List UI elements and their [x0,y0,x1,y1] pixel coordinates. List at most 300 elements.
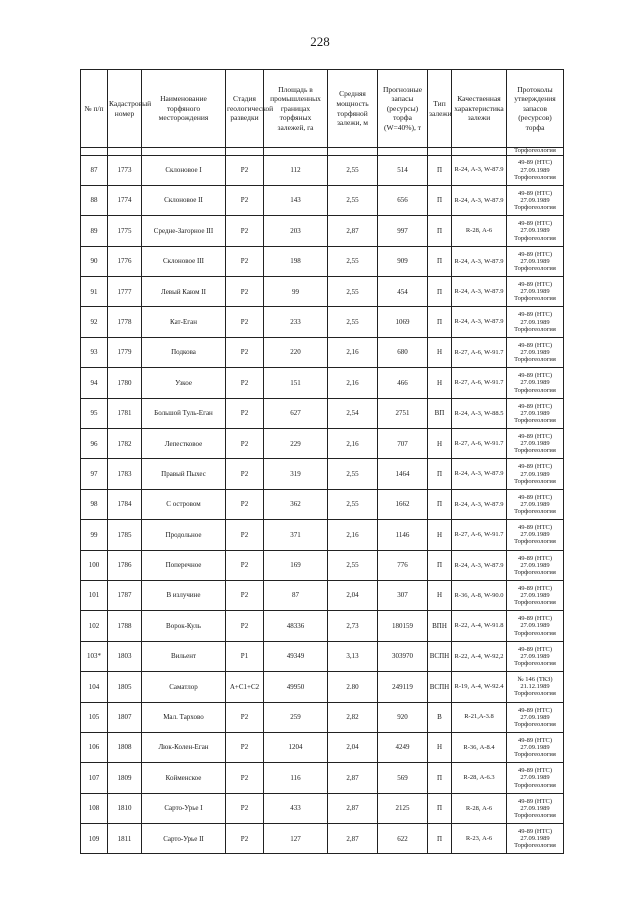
depth-cell: 2,87 [328,216,378,246]
exploration-stage-cell: Р2 [226,337,264,367]
quality-cell: R-27, А-6, W-91.7 [452,368,507,398]
header-num: № п/п [81,70,108,148]
deposit-type-cell: П [428,155,452,185]
exploration-stage-cell: Р2 [226,459,264,489]
table-row [81,216,564,246]
protocol-line: 49-89 (НТС) [517,189,553,197]
quality-cell: R-24, А-3, W-87.9 [452,489,507,519]
protocol-line: 49-89 (НТС) [517,159,553,167]
area-cell: 143 [264,185,328,215]
depth-cell: 2,82 [328,702,378,732]
protocol-cell [507,307,564,337]
protocol-line: 27.09.1989 [520,197,550,205]
deposit-name-cell: Правый Пыхес [142,459,226,489]
deposit-name-cell: Мал. Тархово [142,702,226,732]
protocol-line: 27.09.1989 [520,470,550,478]
peat-deposits-table [80,69,564,854]
protocol-line: Торфогеология [514,781,556,789]
area-cell: 371 [264,520,328,550]
depth-cell: 2,87 [328,824,378,854]
row-number-cell: 104 [81,672,108,702]
protocol-line: 27.09.1989 [520,561,550,569]
protocol-cell [507,368,564,398]
protocol-line: Торфогеология [514,477,556,485]
table-body [81,155,564,854]
quality-cell: R-24, А-3, W-87.9 [452,550,507,580]
cadastral-number-cell: 1810 [108,793,142,823]
protocol-cell [507,520,564,550]
exploration-stage-cell: Р2 [226,702,264,732]
row-number-cell: 87 [81,155,108,185]
quality-cell: R-19, А-4, W-92.4 [452,672,507,702]
deposit-type-cell: Н [428,520,452,550]
protocol-line: 49-89 (НТС) [517,797,553,805]
quality-cell: R-27, А-6, W-91.7 [452,337,507,367]
protocol-cell [507,824,564,854]
deposit-type-cell: Н [428,337,452,367]
header-quality: Качественная характеристика залежи [452,70,507,148]
cadastral-number-cell: 1808 [108,732,142,762]
protocol-line: 49-89 (НТС) [517,645,553,653]
deposit-type-cell: П [428,489,452,519]
deposit-type-cell: Н [428,732,452,762]
area-cell: 362 [264,489,328,519]
table-row [81,824,564,854]
protocol-cell [507,459,564,489]
table-row [81,459,564,489]
deposit-name-cell: Лепестковое [142,429,226,459]
reserves-cell: 656 [378,185,428,215]
exploration-stage-cell: Р2 [226,429,264,459]
reserves-cell: 776 [378,550,428,580]
area-cell: 49349 [264,641,328,671]
area-cell: 49950 [264,672,328,702]
row-number-cell: 88 [81,185,108,215]
protocol-line: 49-89 (НТС) [517,736,553,744]
depth-cell: 2,55 [328,307,378,337]
protocol-line: 27.09.1989 [520,348,550,356]
table-row [81,368,564,398]
row-number-cell: 90 [81,246,108,276]
protocol-line: 49-89 (НТС) [517,220,553,228]
protocol-line: Торфогеология [514,173,556,181]
cadastral-number-cell: 1782 [108,429,142,459]
deposit-name-cell: В излучине [142,580,226,610]
protocol-line: 49-89 (НТС) [517,281,553,289]
deposit-name-cell: Поперечное [142,550,226,580]
exploration-stage-cell: Р2 [226,489,264,519]
protocol-cell [507,489,564,519]
cadastral-number-cell: 1776 [108,246,142,276]
protocol-cell [507,216,564,246]
table-row [81,702,564,732]
table-row [81,429,564,459]
protocol-cell [507,763,564,793]
protocol-line: Торфогеология [514,295,556,303]
quality-cell: R-36, А-8.4 [452,732,507,762]
carryover-text: Торфогеология [507,148,564,156]
protocol-line: 49-89 (НТС) [517,524,553,532]
exploration-stage-cell: Р2 [226,824,264,854]
protocol-line: Торфогеология [514,508,556,516]
protocol-line: 27.09.1989 [520,288,550,296]
protocol-cell [507,672,564,702]
protocol-cell [507,277,564,307]
table-row [81,489,564,519]
table-row [81,763,564,793]
protocol-line: Торфогеология [514,386,556,394]
header-stage: Стадия геологической разведки [226,70,264,148]
depth-cell: 2.80 [328,672,378,702]
row-number-cell: 98 [81,489,108,519]
depth-cell: 2,55 [328,155,378,185]
row-number-cell: 99 [81,520,108,550]
cadastral-number-cell: 1811 [108,824,142,854]
reserves-cell: 303970 [378,641,428,671]
protocol-cell [507,641,564,671]
header-protocols: Протоколы утверждения запасов (ресурсов) торфа [507,70,564,148]
row-number-cell: 102 [81,611,108,641]
reserves-cell: 997 [378,216,428,246]
protocol-line: 27.09.1989 [520,379,550,387]
protocol-line: 49-89 (НТС) [517,554,553,562]
quality-cell: R-24, А-3, W-88.5 [452,398,507,428]
protocol-line: Торфогеология [514,842,556,850]
deposit-name-cell: Продольное [142,520,226,550]
area-cell: 169 [264,550,328,580]
depth-cell: 2,16 [328,520,378,550]
table-row [81,793,564,823]
cadastral-number-cell: 1788 [108,611,142,641]
table-header-row [81,70,564,148]
protocol-line: Торфогеология [514,629,556,637]
area-cell: 319 [264,459,328,489]
exploration-stage-cell: А+С1+С2 [226,672,264,702]
area-cell: 259 [264,702,328,732]
reserves-cell: 180159 [378,611,428,641]
carryover-row [81,148,564,156]
protocol-line: 49-89 (НТС) [517,311,553,319]
quality-cell: R-23, А-6 [452,824,507,854]
cadastral-number-cell: 1774 [108,185,142,215]
exploration-stage-cell: Р2 [226,307,264,337]
deposit-type-cell: Н [428,368,452,398]
quality-cell: R-28, А-6 [452,793,507,823]
exploration-stage-cell: Р2 [226,580,264,610]
deposit-name-cell: С островом [142,489,226,519]
depth-cell: 2,87 [328,793,378,823]
quality-cell: R-28, А-6.3 [452,763,507,793]
cadastral-number-cell: 1773 [108,155,142,185]
table-row [81,277,564,307]
table-row [81,155,564,185]
protocol-line: Торфогеология [514,599,556,607]
deposit-type-cell: Н [428,580,452,610]
deposit-type-cell: П [428,793,452,823]
row-number-cell: 101 [81,580,108,610]
row-number-cell: 100 [81,550,108,580]
quality-cell: R-21,А-3.8 [452,702,507,732]
quality-cell: R-24, А-3, W-87.9 [452,155,507,185]
depth-cell: 2,04 [328,580,378,610]
reserves-cell: 1662 [378,489,428,519]
cadastral-number-cell: 1803 [108,641,142,671]
protocol-line: 49-89 (НТС) [517,615,553,623]
header-depth: Средняя мощность торфяной залежи, м [328,70,378,148]
protocol-line: 49-89 (НТС) [517,706,553,714]
area-cell: 127 [264,824,328,854]
cadastral-number-cell: 1775 [108,216,142,246]
deposit-type-cell: ВСПН [428,672,452,702]
header-type: Тип залежи [428,70,452,148]
deposit-type-cell: П [428,216,452,246]
protocol-line: № 146 (ТКЗ) [517,676,553,684]
deposit-name-cell: Склоновое II [142,185,226,215]
protocol-line: Торфогеология [514,720,556,728]
depth-cell: 2,73 [328,611,378,641]
reserves-cell: 4249 [378,732,428,762]
protocol-cell [507,246,564,276]
row-number-cell: 107 [81,763,108,793]
deposit-type-cell: П [428,550,452,580]
protocol-line: 27.09.1989 [520,622,550,630]
protocol-cell [507,155,564,185]
area-cell: 48336 [264,611,328,641]
exploration-stage-cell: Р2 [226,793,264,823]
deposit-type-cell: ВП [428,398,452,428]
protocol-cell [507,185,564,215]
protocol-line: Торфогеология [514,447,556,455]
protocol-line: 49-89 (НТС) [517,433,553,440]
area-cell: 1204 [264,732,328,762]
row-number-cell: 106 [81,732,108,762]
cadastral-number-cell: 1785 [108,520,142,550]
exploration-stage-cell: Р1 [226,641,264,671]
area-cell: 627 [264,398,328,428]
cadastral-number-cell: 1779 [108,337,142,367]
exploration-stage-cell: Р2 [226,368,264,398]
cadastral-number-cell: 1787 [108,580,142,610]
deposit-type-cell: П [428,824,452,854]
reserves-cell: 920 [378,702,428,732]
reserves-cell: 2751 [378,398,428,428]
area-cell: 151 [264,368,328,398]
depth-cell: 2,16 [328,429,378,459]
table-row [81,732,564,762]
depth-cell: 2,55 [328,277,378,307]
protocol-line: Торфогеология [514,325,556,333]
cadastral-number-cell: 1778 [108,307,142,337]
protocol-line: 49-89 (НТС) [517,767,553,775]
quality-cell: R-27, А-6, W-91.7 [452,429,507,459]
protocol-line: 27.09.1989 [520,744,550,752]
protocol-line: Торфогеология [514,751,556,759]
depth-cell: 2,55 [328,185,378,215]
reserves-cell: 454 [378,277,428,307]
depth-cell: 2,54 [328,398,378,428]
page-number: 228 [310,34,330,49]
protocol-line: 49-89 (НТС) [517,402,553,410]
row-number-cell: 89 [81,216,108,246]
quality-cell: R-24, А-3, W-87.9 [452,246,507,276]
reserves-cell: 466 [378,368,428,398]
deposit-type-cell: П [428,185,452,215]
quality-cell: R-24, А-3, W-87.9 [452,185,507,215]
protocol-line: Торфогеология [514,538,556,546]
table-row [81,337,564,367]
deposit-name-cell: Склоновое I [142,155,226,185]
protocol-cell [507,732,564,762]
area-cell: 198 [264,246,328,276]
header-area: Площадь в промышленных границах торфяных залежей, га [264,70,328,148]
depth-cell: 2,55 [328,550,378,580]
protocol-line: 27.09.1989 [520,713,550,721]
row-number-cell: 94 [81,368,108,398]
exploration-stage-cell: Р2 [226,611,264,641]
deposit-name-cell: Люк-Колен-Еган [142,732,226,762]
header-reserves: Прогнозные запасы (ресурсы) торфа (W=40%), т [378,70,428,148]
exploration-stage-cell: Р2 [226,550,264,580]
exploration-stage-cell: Р2 [226,277,264,307]
row-number-cell: 95 [81,398,108,428]
row-number-cell: 97 [81,459,108,489]
protocol-line: 27.09.1989 [520,592,550,600]
protocol-line: 21.12.1989 [520,683,550,691]
depth-cell: 2,16 [328,368,378,398]
quality-cell: R-22, А-4, W-92,2 [452,641,507,671]
row-number-cell: 93 [81,337,108,367]
protocol-line: Торфогеология [514,204,556,212]
deposit-name-cell: Сарто-Урье II [142,824,226,854]
deposit-type-cell: П [428,277,452,307]
deposit-type-cell: В [428,702,452,732]
cadastral-number-cell: 1784 [108,489,142,519]
reserves-cell: 569 [378,763,428,793]
protocol-cell [507,337,564,367]
protocol-cell [507,793,564,823]
deposit-name-cell: Склоновое III [142,246,226,276]
row-number-cell: 105 [81,702,108,732]
deposit-name-cell: Койменское [142,763,226,793]
area-cell: 229 [264,429,328,459]
row-number-cell: 92 [81,307,108,337]
deposit-name-cell: Левый Каюм II [142,277,226,307]
depth-cell: 2,04 [328,732,378,762]
deposit-type-cell: П [428,246,452,276]
cadastral-number-cell: 1777 [108,277,142,307]
protocol-line: 49-89 (НТС) [517,372,553,380]
protocol-line: Торфогеология [514,356,556,364]
table-row [81,398,564,428]
depth-cell: 3,13 [328,641,378,671]
header-name: Наименование торфяного месторождения [142,70,226,148]
protocol-cell [507,550,564,580]
area-cell: 99 [264,277,328,307]
row-number-cell: 103* [81,641,108,671]
reserves-cell: 1464 [378,459,428,489]
reserves-cell: 514 [378,155,428,185]
protocol-line: 49-89 (НТС) [517,463,553,471]
deposit-name-cell: Подкова [142,337,226,367]
cadastral-number-cell: 1783 [108,459,142,489]
protocol-line: Торфогеология [514,811,556,819]
protocol-line: 27.09.1989 [520,440,550,448]
deposit-name-cell: Кат-Еган [142,307,226,337]
area-cell: 203 [264,216,328,246]
exploration-stage-cell: Р2 [226,520,264,550]
quality-cell: R-36, А-8, W-90.0 [452,580,507,610]
exploration-stage-cell: Р2 [226,763,264,793]
deposit-type-cell: Н [428,429,452,459]
reserves-cell: 622 [378,824,428,854]
table-row [81,520,564,550]
deposit-name-cell: Средне-Загорное III [142,216,226,246]
depth-cell: 2,55 [328,459,378,489]
protocol-line: 27.09.1989 [520,257,550,265]
cadastral-number-cell: 1809 [108,763,142,793]
area-cell: 112 [264,155,328,185]
deposit-type-cell: ВСПН [428,641,452,671]
header-cadastral: Кадастровый номер [108,70,142,148]
table-row [81,550,564,580]
reserves-cell: 2125 [378,793,428,823]
quality-cell: R-24, А-3, W-87.9 [452,459,507,489]
protocol-line: 27.09.1989 [520,166,550,174]
depth-cell: 2,87 [328,763,378,793]
protocol-line: Торфогеология [514,416,556,424]
protocol-line: Торфогеология [514,568,556,576]
reserves-cell: 680 [378,337,428,367]
protocol-line: 27.09.1989 [520,409,550,417]
protocol-line: Торфогеология [514,234,556,242]
protocol-line: 27.09.1989 [520,500,550,508]
cadastral-number-cell: 1781 [108,398,142,428]
deposit-name-cell: Саматлор [142,672,226,702]
area-cell: 116 [264,763,328,793]
cadastral-number-cell: 1805 [108,672,142,702]
row-number-cell: 109 [81,824,108,854]
protocol-line: 27.09.1989 [520,318,550,326]
protocol-line: 49-89 (НТС) [517,828,553,836]
deposit-type-cell: П [428,763,452,793]
deposit-type-cell: ВПН [428,611,452,641]
protocol-line: Торфогеология [514,690,556,698]
protocol-cell [507,702,564,732]
deposit-type-cell: П [428,307,452,337]
table-row [81,307,564,337]
table-row [81,672,564,702]
protocol-cell [507,429,564,459]
reserves-cell: 249119 [378,672,428,702]
protocol-line: 27.09.1989 [520,531,550,539]
exploration-stage-cell: Р2 [226,216,264,246]
table-row [81,611,564,641]
protocol-line: 27.09.1989 [520,774,550,782]
area-cell: 87 [264,580,328,610]
protocol-line: 27.09.1989 [520,804,550,812]
deposit-type-cell: П [428,459,452,489]
quality-cell: R-24, А-3, W-87.9 [452,307,507,337]
row-number-cell: 108 [81,793,108,823]
deposit-name-cell: Ворок-Куль [142,611,226,641]
area-cell: 433 [264,793,328,823]
deposit-name-cell: Узкое [142,368,226,398]
protocol-line: 27.09.1989 [520,835,550,843]
quality-cell: R-24, А-3, W-87.9 [452,277,507,307]
exploration-stage-cell: Р2 [226,732,264,762]
protocol-line: 49-89 (НТС) [517,584,553,592]
exploration-stage-cell: Р2 [226,155,264,185]
